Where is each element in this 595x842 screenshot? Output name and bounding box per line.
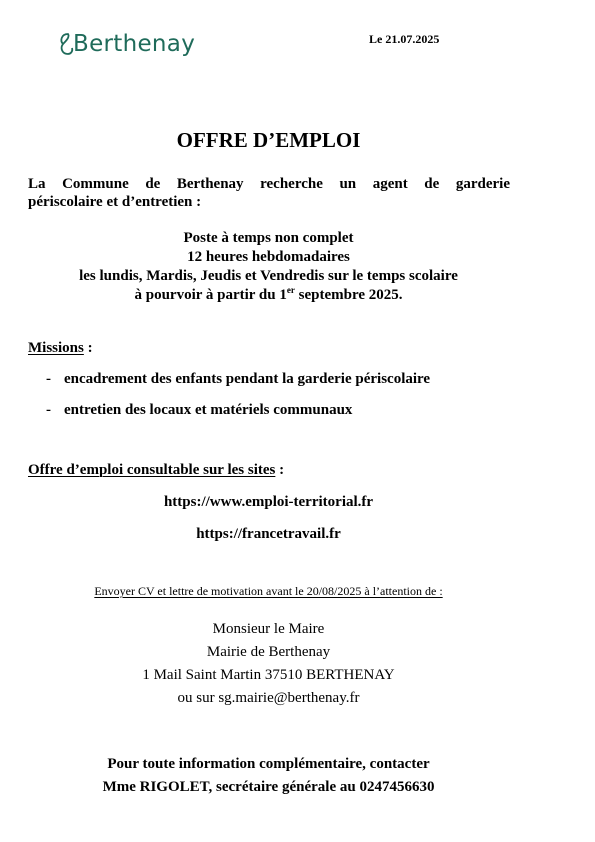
berthenay-logo [57, 26, 195, 62]
mission-text: encadrement des enfants pendant la garderie périscolaire [64, 371, 431, 387]
address-email[interactable]: ou sur sg.mairie@berthenay.fr [177, 690, 360, 706]
contact-line-2: Mme RIGOLET, secrétaire générale au 0247456630 [102, 779, 435, 795]
offer-sites-label: Offre d’emploi consultable sur les sites [28, 462, 276, 478]
list-item [46, 371, 430, 402]
list-bullet: - [46, 402, 51, 418]
application-instructions [0, 584, 537, 599]
list-bullet: - [46, 371, 51, 387]
intro-line-2: périscolaire et d’entretien : [28, 194, 202, 210]
missions-heading [28, 340, 93, 357]
post-details [0, 229, 537, 305]
missions-heading-colon: : [83, 340, 93, 356]
application-instructions-text: Envoyer CV et lettre de motivation avant le 20/08/2025 à l’attention de : [94, 584, 443, 598]
address-recipient: Monsieur le Maire [212, 621, 325, 637]
post-line-4 [0, 286, 537, 305]
list-item [46, 402, 430, 433]
document-date: Le 21.07.2025 [369, 32, 440, 46]
missions-list [46, 371, 430, 433]
francetravail-link[interactable]: https://francetravail.fr [196, 526, 341, 542]
missions-heading-label: Missions [28, 340, 84, 356]
offer-sites-colon: : [275, 462, 285, 478]
mission-text: entretien des locaux et matériels communaux [64, 402, 353, 418]
mailing-address [0, 618, 537, 710]
post-line-3: les lundis, Mardis, Jeudis et Vendredis sur le temps scolaire [79, 268, 458, 284]
address-organisation: Mairie de Berthenay [206, 644, 331, 660]
contact-line-1: Pour toute information complémentaire, contacter [107, 756, 430, 772]
post-start-superscript: er [286, 285, 295, 295]
intro-line-1: La Commune de Berthenay recherche un agent de garderie [28, 176, 510, 192]
contact-info [0, 753, 537, 799]
post-line-1: Poste à temps non complet [183, 230, 354, 246]
intro-paragraph [28, 175, 510, 211]
logo-text: Berthenay [73, 30, 196, 57]
post-line-2: 12 heures hebdomadaires [187, 249, 350, 265]
post-start-text: à pourvoir à partir du 1 [134, 287, 287, 303]
offer-sites-heading [28, 462, 284, 479]
page-title: OFFRE D’EMPLOI [176, 128, 361, 152]
emploi-territorial-link[interactable]: https://www.emploi-territorial.fr [163, 494, 374, 510]
address-street: 1 Mail Saint Martin 37510 BERTHENAY [142, 667, 395, 683]
post-start-date: septembre 2025. [294, 287, 403, 303]
